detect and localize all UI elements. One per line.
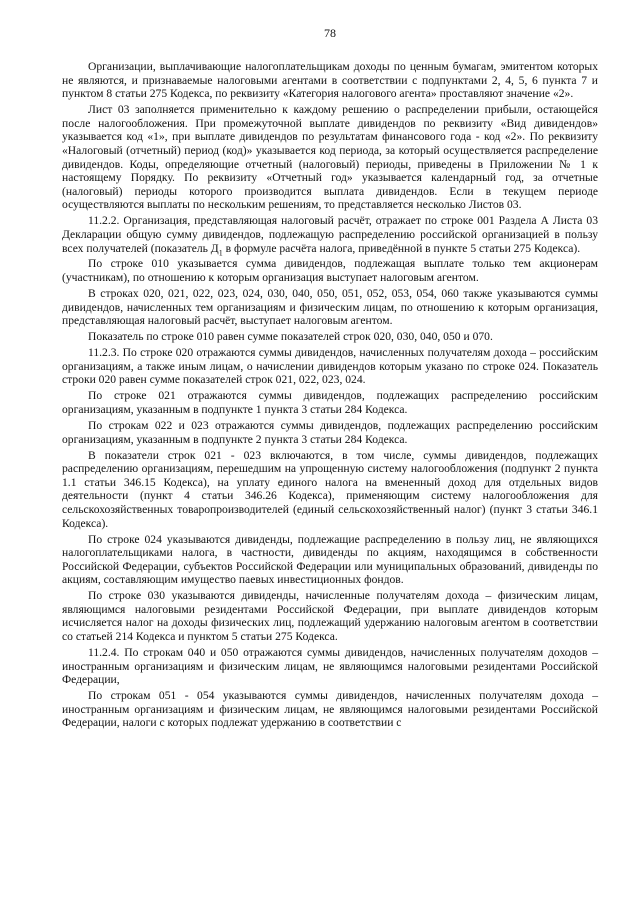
paragraph-line-021: По строке 021 отражаются суммы дивидендов, подлежащих распределению российским организациям, указанным в подпункте 1 пункта 3 статьи 284 Кодекса. [62,389,598,416]
paragraph-11-2-3: 11.2.3. По строке 020 отражаются суммы дивидендов, начисленных получателям дохода – российским организациям, а также иным лицам, о начислении дивидендов которым указано по строке 024. Показатель строки 020 равен сумме показателей строк 021, 022, 023, 024. [62,346,598,387]
page-number: 78 [324,26,336,40]
paragraph-line-030: По строке 030 указываются дивиденды, начисленные получателям дохода – физическим лицам, являющимся налоговыми резидентами Российской Федерации, при выплате дивидендов которым исчисляется налог на доходы физических лиц, подлежащий удержанию налоговым агентом в соответствии со статьей 214 Кодекса и пунктом 5 статьи 275 Кодекса. [62,589,598,644]
paragraph-line-010-sum: Показатель по строке 010 равен сумме показателей строк 020, 030, 040, 050 и 070. [88,330,493,344]
paragraph-11-2-4: 11.2.4. По строкам 040 и 050 отражаются суммы дивидендов, начисленных получателям доходов – иностранным организациям и физическим лицам, не являющимся налоговыми резидентами Российской Федерации, [62,646,598,687]
paragraph-lines-051-054: По строкам 051 - 054 указываются суммы дивидендов, начисленных получателям дохода – иностранным организациям и физическим лицам, не являющимся налоговыми резидентами Российской Федерации, налоги с которых подлежат удержанию в соответствии с [62,689,598,730]
paragraph-sheet-03: Лист 03 заполняется применительно к каждому решению о распределении прибыли, остающейся после налогообложения. При промежуточной выплате дивидендов по реквизиту «Вид дивидендов» указывается код «1», при выплате дивидендов по результатам финансового года - код «2». По реквизиту «Налоговый (отчетный) период (код)» указывается код периода, за который осуществляется распределение дивидендов. Коды, определяющие отчетный (налоговый) периоды, приведены в Приложении № 1 к настоящему Порядку. По реквизиту «Отчетный год» указывается календарный год, за отчетные (налоговый) периоды которого производится выплата дивидендов. Если в текущем периоде осуществляются выплаты по нескольким решениям, то представляется несколько Листов 03. [62,103,598,212]
paragraph-11-2-2-subscript: 1 [218,247,223,257]
paragraph-line-024: По строке 024 указываются дивиденды, подлежащие распределению в пользу лиц, не являющихся налогоплательщиками налога, в частности, дивиденды по акциям, находящимся в собственности Российской Федерации, субъектов Российской Федерации или муниципальных образований, дивиденды по акциям, составляющим имущество паевых инвестиционных фондов. [62,532,598,587]
paragraph-lines-022-023: По строкам 022 и 023 отражаются суммы дивидендов, подлежащих распределению российским организациям, указанным в подпункте 2 пункта 3 статьи 284 Кодекса. [62,418,598,446]
paragraph-11-2-2-text-after: в формуле расчёта налога, приведённой в пункте 5 статьи 275 Кодекса). [222,241,581,255]
paragraph-11-2-2-text-before: 11.2.2. Организация, представляющая налоговый расчёт, отражает по строке 001 Раздела А Листа 03 Декларации общую сумму дивидендов, подлежащую распределению российской организацией в пользу всех получателей (показатель Д [62,214,598,255]
paragraph-tax-agent-category: Организации, выплачивающие налогоплательщикам доходы по ценным бумагам, эмитентом которых не являются, и признаваемые налоговыми агентами в соответствии с подпунктами 2, 4, 5, 6 пункта 7 и пунктом 8 статьи 275 Кодекса, по реквизиту «Категория налогового агента» проставляют значение «2». [62,60,598,101]
paragraph-lines-list: В строках 020, 021, 022, 023, 024, 030, 040, 050, 051, 052, 053, 054, 060 также указываются суммы дивидендов, начисленных тем организациям и физическим лицам, по отношению к которым организация, представляющая налоговый расчёт, выступает налоговым агентом. [62,287,598,328]
paragraph-lines-021-023: В показатели строк 021 - 023 включаются, в том числе, суммы дивидендов, подлежащих распределению организациям, перешедшим на упрощенную систему налогообложения (подпункт 2 пункта 1.1 статьи 346.15 Кодекса), на уплату единого налога на вмененный доход для отдельных видов деятельности (пункт 4 статьи 346.26 Кодекса), применяющим систему налогообложения для сельскохозяйственных товаропроизводителей (единый сельскохозяйственный налог) (пункт 3 статьи 346.1 Кодекса). [62,448,598,530]
paragraph-11-2-2 [62,214,598,255]
paragraph-line-010: По строке 010 указывается сумма дивидендов, подлежащая выплате только тем акционерам (участникам), по отношению к которым организация выступает налоговым агентом. [62,257,598,285]
